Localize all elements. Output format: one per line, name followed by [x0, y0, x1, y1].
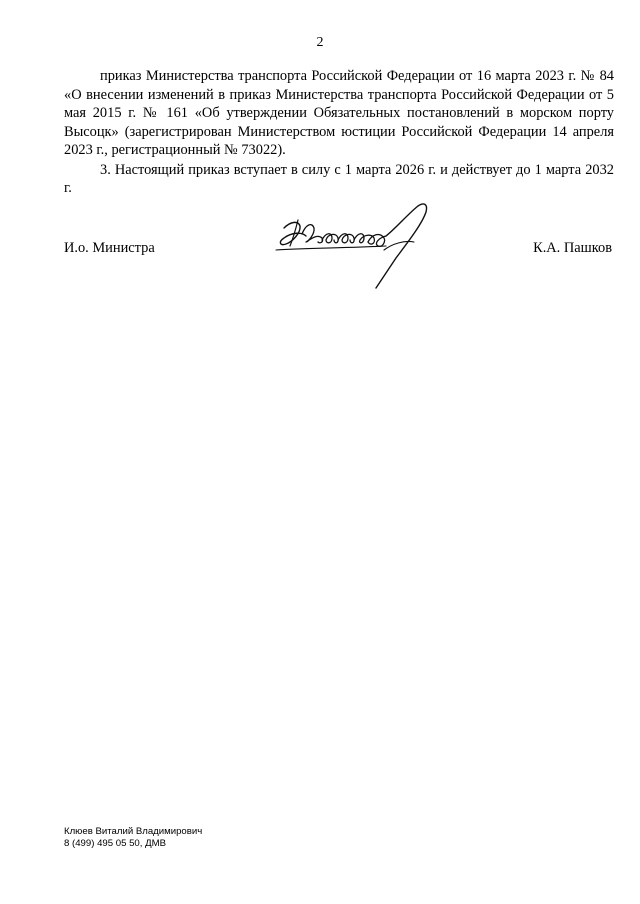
- handwritten-signature: [268, 198, 438, 294]
- paragraph-item-3: 3. Настоящий приказ вступает в силу с 1 марта 2026 г. и действует до 1 марта 2032 г.: [64, 161, 614, 196]
- signatory-name: К.А. Пашков: [533, 240, 612, 256]
- page-number: 2: [316, 35, 324, 50]
- executor-name: Клюев Виталий Владимирович: [64, 826, 203, 837]
- paragraph-item-2-continuation: приказ Министерства транспорта Российской Федерации от 16 марта 2023 г. № 84 «О внесении изменений в приказ Министерства транспорта Российской Федерации от 5 мая 2015 г. № 161 «Об утверждении Обязательных постановлений в морском порту Высоцк» (зарегистрирован Министерством юстиции Российской Федерации 14 апреля 2023 г., регистрационный № 73022).: [64, 68, 614, 158]
- executor-contact: 8 (499) 495 05 50, ДМВ: [64, 838, 166, 849]
- executor-info: [64, 826, 202, 850]
- document-body: [64, 67, 614, 198]
- signatory-title: И.о. Министра: [64, 240, 155, 256]
